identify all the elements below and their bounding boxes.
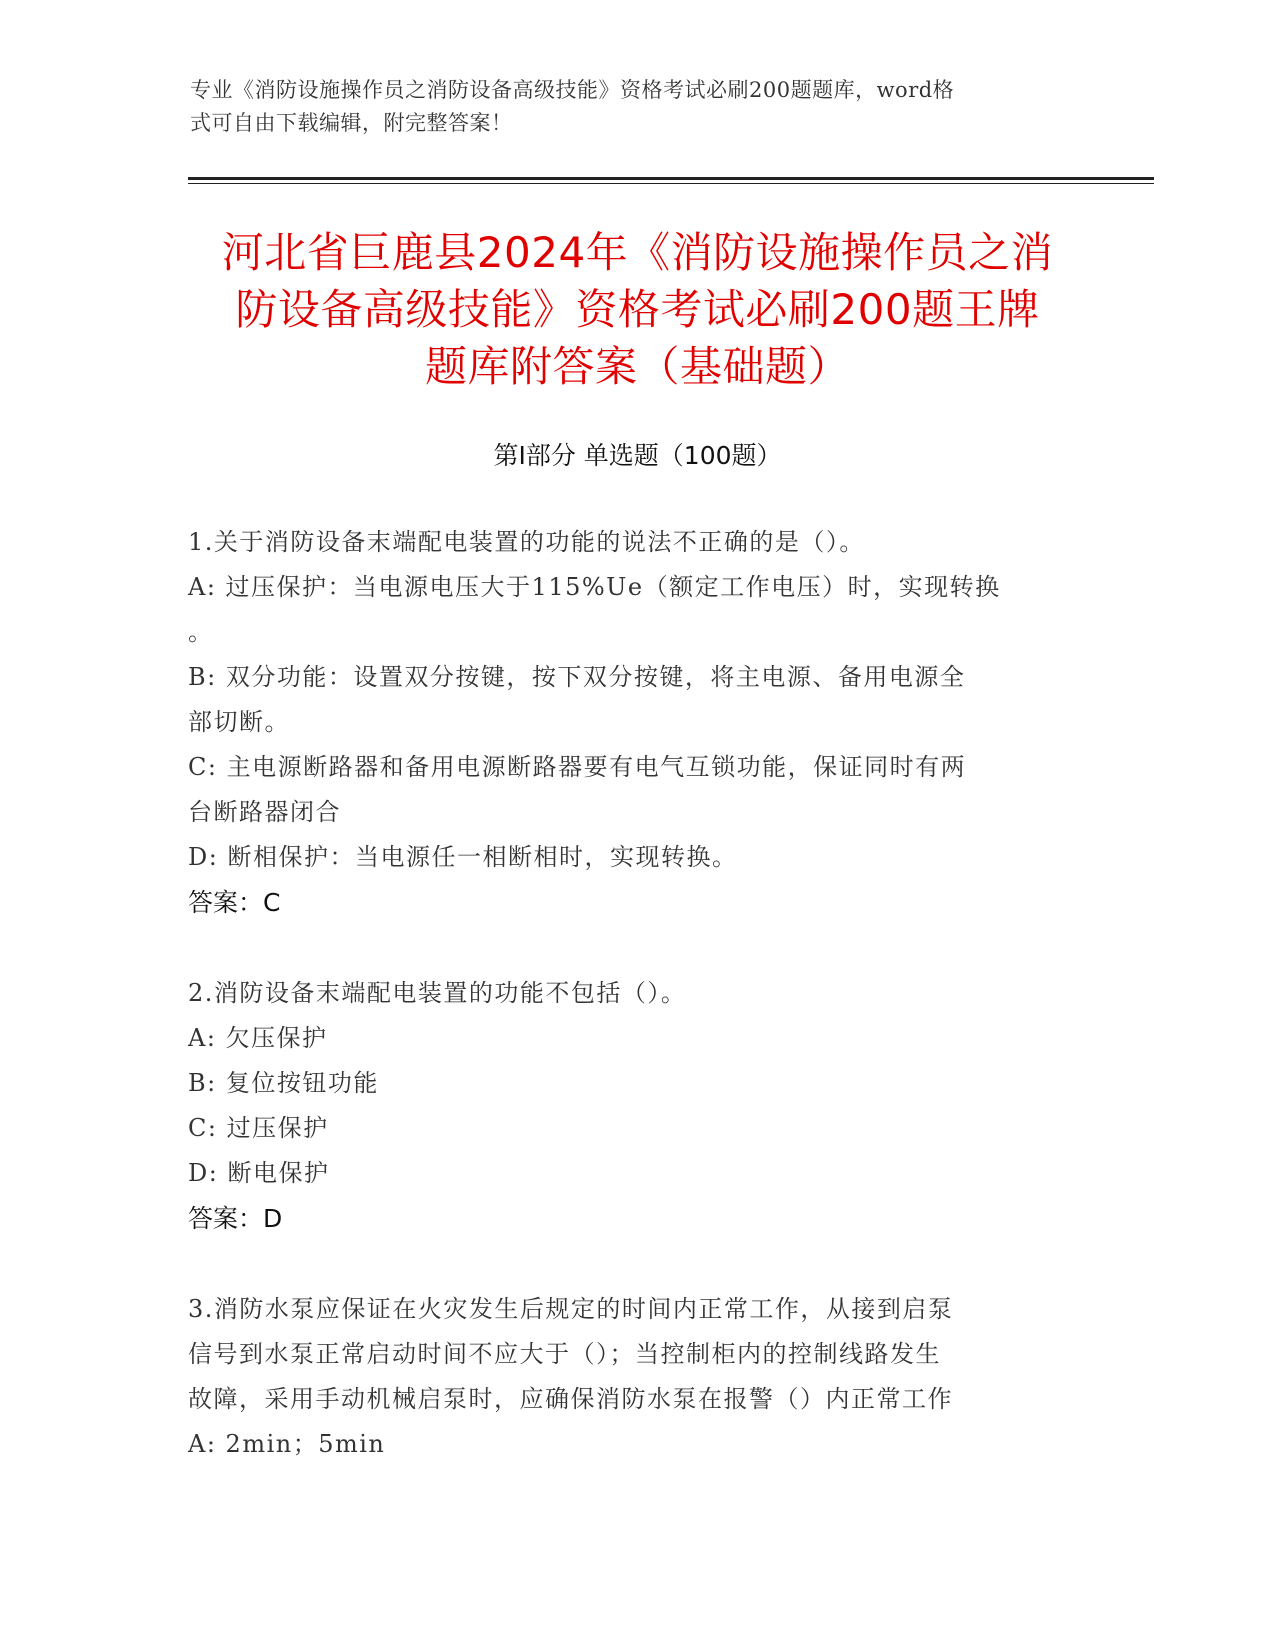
header-note [190, 74, 1090, 140]
option-c: C: 主电源断路器和备用电源断路器要有电气互锁功能，保证同时有两 [188, 753, 967, 781]
option-a: A: 过压保护：当电源电压大于115%Ue（额定工作电压）时，实现转换 [188, 573, 1001, 601]
option-b-continued: 部切断。 [188, 708, 290, 736]
document-title [180, 224, 1095, 395]
option-c-continued: 台断路器闭合 [188, 798, 341, 826]
title-line: 河北省巨鹿县2024年《消防设施操作员之消 [221, 228, 1054, 277]
question-item [188, 1287, 1088, 1467]
option-c: C: 过压保护 [188, 1114, 329, 1142]
question-stem: 2.消防设备末端配电装置的功能不包括（）。 [188, 979, 687, 1007]
option-a-continued: 。 [188, 618, 214, 646]
header-note-line: 式可自由下载编辑，附完整答案！ [190, 111, 513, 135]
question-item [188, 971, 1088, 1242]
question-list [188, 520, 1088, 1512]
option-d: D: 断电保护 [188, 1159, 330, 1187]
option-b: B: 复位按钮功能 [188, 1069, 379, 1097]
question-stem-continued: 故障，采用手动机械启泵时，应确保消防水泵在报警（）内正常工作 [188, 1385, 953, 1413]
option-d: D: 断相保护：当电源任一相断相时，实现转换。 [188, 843, 738, 871]
header-divider-thin [188, 183, 1154, 184]
answer-label: 答案：D [188, 1204, 283, 1233]
option-a: A: 2min；5min [188, 1430, 386, 1458]
option-b: B: 双分功能：设置双分按键，按下双分按键，将主电源、备用电源全 [188, 663, 966, 691]
question-stem: 3.消防水泵应保证在火灾发生后规定的时间内正常工作，从接到启泵 [188, 1295, 954, 1323]
section-heading: 第Ⅰ部分 单选题（100题） [493, 441, 782, 470]
answer-label: 答案：C [188, 888, 281, 917]
option-a: A: 欠压保护 [188, 1024, 328, 1052]
title-line: 题库附答案（基础题） [424, 342, 850, 391]
question-stem-continued: 信号到水泵正常启动时间不应大于（）；当控制柜内的控制线路发生 [188, 1340, 941, 1368]
header-note-line: 专业《消防设施操作员之消防设备高级技能》资格考试必刷200题题库，word格 [190, 78, 955, 102]
header-divider [188, 177, 1154, 180]
question-item [188, 520, 1088, 926]
question-stem: 1.关于消防设备末端配电装置的功能的说法不正确的是（）。 [188, 528, 865, 556]
title-line: 防设备高级技能》资格考试必刷200题王牌 [235, 285, 1040, 334]
